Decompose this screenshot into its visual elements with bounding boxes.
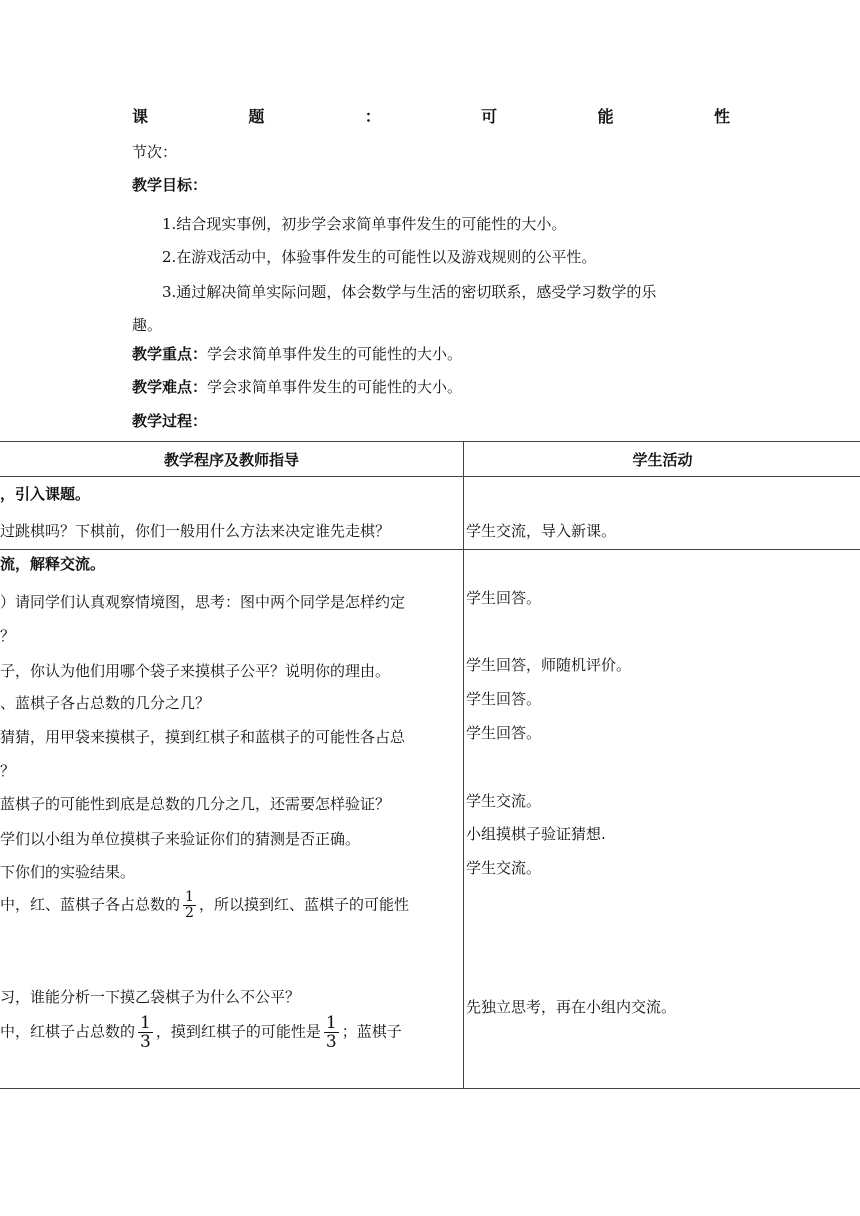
fraction-denominator: 3 [325,1032,337,1052]
objective-item-1: 1.结合现实事例，初步学会求简单事件发生的可能性的大小。 [162,215,567,233]
row1-student-line: 学生交流，导入新课。 [466,522,617,540]
row2-student-line: 学生回答。 [466,724,542,742]
title-char: 可 [481,107,498,126]
title-char: 性 [713,107,730,126]
row2-student-line: 学生回答。 [466,690,542,708]
text-segment: ；蓝棋子 [341,1022,402,1041]
row2-teacher-line: 学们以小组为单位摸棋子来验证你们的猜测是否正确。 [0,830,361,848]
row2-teacher-title: 流，解释交流。 [0,555,106,573]
difficulty-text: 学会求简单事件发生的可能性的大小。 [207,378,463,396]
row1-teacher-title: ，引入课题。 [0,485,91,503]
row1-teacher-line: 过跳棋吗？下棋前，你们一般用什么方法来决定谁先走棋？ [0,522,391,540]
fraction-denominator: 3 [140,1032,151,1052]
text-segment: 中，红、蓝棋子各占总数的 [0,895,181,914]
row2-teacher-line: 子，你认为他们用哪个袋子来摸棋子公平？说明你的理由。 [0,662,391,680]
row2-teacher-line: 猜猜，用甲袋来摸棋子，摸到红棋子和蓝棋子的可能性各占总 [0,728,406,746]
row2-teacher-line: 下你们的实验结果。 [0,863,136,881]
difficulty-label: 教学难点： [132,378,208,396]
key-point [132,343,462,364]
fraction-numerator: 1 [185,889,194,905]
row2-student-cell [464,550,860,1088]
row2-student-line: 学生回答。 [466,589,542,607]
header-student: 学生活动 [464,442,860,477]
fraction-one-half [183,890,196,921]
title-char: 题 [248,107,265,126]
objective-item-3: 3.通过解决简单实际问题，体会数学与生活的密切联系，感受学习数学的乐 [162,283,657,301]
lesson-title [132,104,730,127]
fraction-one-third [138,1014,153,1051]
row2-teacher-line: 习，谁能分析一下摸乙袋棋子为什么不公平？ [0,988,301,1006]
title-char: ： [364,107,381,126]
text-segment: 中，红棋子占总数的 [0,1022,136,1041]
row1-student-cell [464,477,860,549]
row2-teacher-line: 、蓝棋子各占总数的几分之几？ [0,694,211,712]
row1-teacher-cell [0,477,463,549]
key-point-text: 学会求简单事件发生的可能性的大小。 [207,345,463,363]
row2-teacher-line: ？ [0,627,16,645]
section-label: 节次： [132,143,178,161]
text-segment: ，摸到红棋子的可能性是 [155,1022,321,1041]
row2-teacher-line: ？ [0,762,16,780]
lesson-table [0,441,860,1089]
fraction-denominator: 2 [185,905,194,921]
objectives-heading: 教学目标： [132,176,208,194]
row2-teacher-cell [0,550,463,1088]
table-row [0,550,860,1089]
row2-student-line: 先独立思考，再在小组内交流。 [466,998,677,1016]
row2-teacher-line: ）请同学们认真观察情境图，思考：图中两个同学是怎样约定 [0,593,406,611]
fraction-numerator: 1 [140,1013,151,1033]
fraction-numerator: 1 [325,1013,337,1033]
row2-teacher-line: 蓝棋子的可能性到底是总数的几分之几，还需要怎样验证？ [0,795,391,813]
key-point-label: 教学重点： [132,345,208,363]
row2-student-line: 学生交流。 [466,859,542,877]
title-char: 课 [132,107,149,126]
objective-item-2: 2.在游戏活动中，体验事件发生的可能性以及游戏规则的公平性。 [162,248,597,266]
header-teacher: 教学程序及教师指导 [0,442,464,477]
row2-teacher-line-fraction [0,890,409,921]
table-header-row [0,442,860,477]
process-heading: 教学过程： [132,412,208,430]
row2-student-line: 小组摸棋子验证猜想. [466,825,606,843]
title-char: 能 [597,107,614,126]
difficulty [132,376,462,397]
table-row [0,477,860,550]
text-segment: ，所以摸到红、蓝棋子的可能性 [198,895,409,914]
fraction-one-third [324,1014,339,1051]
row2-student-line: 学生交流。 [466,792,542,810]
row2-teacher-line-fraction [0,1014,402,1051]
row2-student-line: 学生回答，师随机评价。 [466,656,632,674]
objective-item-3-cont: 趣。 [132,316,163,334]
